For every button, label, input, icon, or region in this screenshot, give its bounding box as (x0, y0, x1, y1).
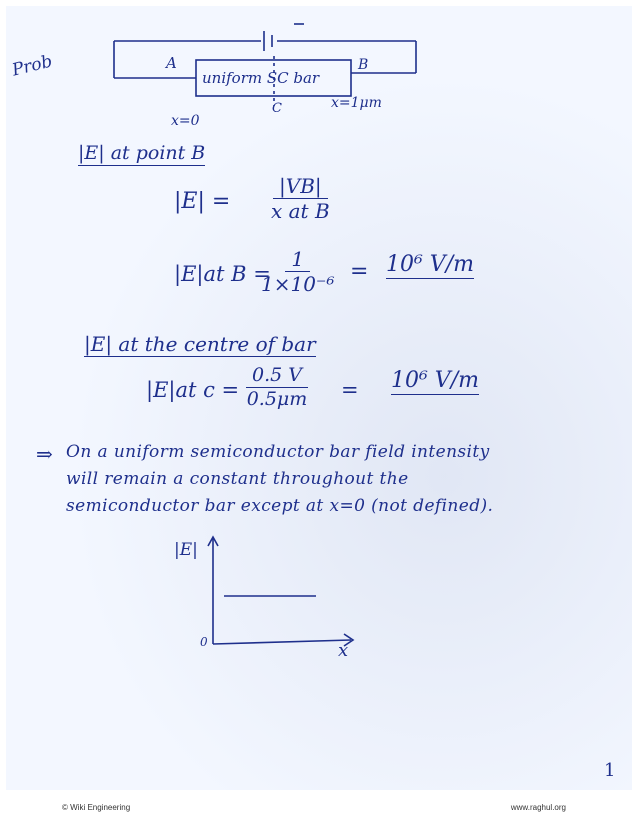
equation-3-denominator: 0.5μm (246, 388, 308, 410)
graph-y-label: |E| (174, 540, 198, 560)
footer-copyright: © Wiki Engineering (62, 803, 131, 812)
equation-2-lhs: |E|at B = (174, 262, 271, 286)
equation-1-lhs: |E| = (174, 189, 231, 214)
notebook-page (6, 6, 632, 790)
equation-3-lhs: |E|at c = (146, 378, 240, 402)
equation-1-fraction (271, 176, 330, 221)
point-a-label: A (166, 54, 177, 72)
margin-label: Prob (10, 51, 55, 81)
point-c-label: C (272, 101, 282, 116)
graph-x-axis (213, 640, 351, 644)
equation-1-denominator: x at B (271, 199, 330, 223)
section-heading-point-b: |E| at point B (78, 142, 206, 164)
field-intensity-graph (6, 526, 632, 676)
graph-x-label: x (338, 640, 349, 661)
note-line-2: will remain a constant throughout the (66, 469, 409, 489)
equation-2-result: 10⁶ V/m (386, 252, 474, 277)
equation-1-numerator: |VB| (273, 176, 328, 199)
equation-3-numerator: 0.5 V (246, 366, 308, 388)
equation-2-equals: = (350, 259, 369, 284)
bar-label: uniform SC bar (202, 69, 320, 87)
note-line-1: On a uniform semiconductor bar field intensity (66, 442, 490, 462)
equation-2-numerator: 1 (285, 249, 310, 272)
x-start-label: x=0 (171, 113, 200, 129)
x-end-label: x=1μm (331, 95, 382, 111)
section-heading-centre: |E| at the centre of bar (84, 332, 316, 356)
note-line-3: semiconductor bar except at x=0 (not defined). (66, 496, 494, 516)
equation-3-fraction (246, 366, 308, 409)
equation-2-fraction (261, 249, 335, 294)
footer-website: www.raghul.org (510, 803, 566, 812)
page-number: 1 (604, 760, 616, 781)
note-arrow: ⇒ (36, 442, 53, 466)
point-b-label: B (358, 57, 369, 73)
equation-3-equals: = (341, 378, 359, 402)
equation-2-denominator: 1×10⁻⁶ (261, 272, 335, 296)
graph-origin-label: 0 (200, 635, 208, 649)
equation-3-result: 10⁶ V/m (391, 368, 479, 393)
